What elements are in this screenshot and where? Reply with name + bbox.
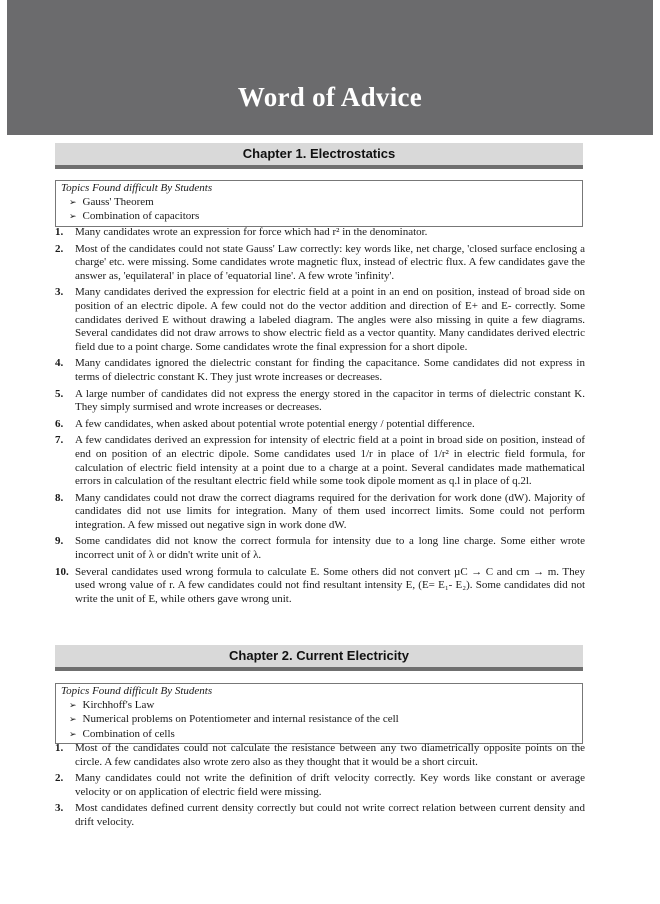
chapter-1-heading: Chapter 1. Electrostatics (55, 143, 583, 169)
topic-item: ➢ Numerical problems on Potentiometer and internal resistance of the cell (61, 713, 578, 728)
list-item: 4. Many candidates ignored the dielectric constant for finding the capacitance. Some candidates did not express in terms of dielectric constant K. They just wrote increases or decreases. (55, 357, 585, 383)
topics-heading: Topics Found difficult By Students (61, 685, 213, 697)
list-item: 10. Several candidates used wrong formula to calculate E. Some others did not convert µC → C and cm → m. They used wrong value of r. A few candidates could not find resultant intensity E, (E= E₁- E₂). Some candidates did not write the unit of E, while others gave wrong unit. (55, 565, 585, 605)
list-item: 2. Many candidates could not write the definition of drift velocity correctly. Key words like constant or average velocity or on application of electric field were missing. (55, 772, 585, 798)
list-item: 5. A large number of candidates did not express the energy stored in the capacitor in terms of dielectric constant K. They simply surmised and wrote increases or decreases. (55, 387, 585, 414)
list-item: 7. A few candidates derived an expression for intensity of electric field at a point in broad side on position, instead of end on position of an electric dipole. Some candidates used 1/r in place of 1/r² in electric field formula, for calculation of electric field intensity at a point due to a charge at a point. Several candidates made mathematical errors in calculation of the resultant electric field while some took dipole moment as q.l in place of q.2l. (55, 434, 585, 488)
list-item: 3. Many candidates derived the expression for electric field at a point in an end on position, instead of broad side on position of an electric dipole. A few could not do the vector addition and direction of E+ and E- correctly. Some candidates derived E without drawing a labeled diagram. The angles were also missing in quite a few diagrams. Several candidates did not draw arrows to show electric field as a vector quantity. Many candidates derived electric field due to a point charge. Some candidates wrote the final expression for a short dipole. (55, 286, 585, 353)
title-banner (7, 0, 653, 135)
topic-item: ➢ Kirchhoff's Law (61, 699, 578, 714)
chapter-2-heading: Chapter 2. Current Electricity (55, 645, 583, 671)
chapter-2-list (55, 742, 585, 833)
list-item: 1. Many candidates wrote an expression for force which had r² in the denominator. (55, 226, 428, 238)
chapter-1-list (55, 226, 585, 609)
topic-item: ➢ Combination of capacitors (61, 210, 578, 225)
list-item: 1. Most of the candidates could not calculate the resistance between any two diametrically opposite points on the circle. A few candidates also wrote zero also as they thought that it would be a short circuit. (55, 742, 585, 768)
topic-item: ➢ Gauss' Theorem (61, 196, 578, 211)
list-item: 2. Most of the candidates could not state Gauss' Law correctly: key words like, net charge, 'closed surface enclosing a charge' etc. were missing. Some candidates wrote magnetic flux, instead of electric flux. A few candidates gave the answer as, 'equilateral' in place of 'equatorial line'. A few wrote 'infinity'. (55, 242, 585, 282)
list-item: 8. Many candidates could not draw the correct diagrams required for the derivation for work done (dW). Majority of candidates did not use limits for integration. Many of them used incorrect limits. Some could not perform integration. A few missed out negative sign in work done dW. (55, 491, 585, 531)
chapter-1-topics-box (55, 180, 583, 227)
page-title: Word of Advice (237, 82, 423, 112)
list-item: 9. Some candidates did not know the correct formula for intensity due to a long line charge. Some either wrote incorrect unit of λ or didn't write unit of λ. (55, 535, 585, 562)
chapter-2-topics-box (55, 683, 583, 744)
list-item: 3. Most candidates defined current density correctly but could not write correct relation between current density and drift velocity. (55, 802, 585, 828)
topics-heading: Topics Found difficult By Students (61, 182, 213, 194)
list-item: 6. A few candidates, when asked about potential wrote potential energy / potential difference. (55, 417, 475, 430)
topic-item: ➢ Combination of cells (61, 728, 578, 743)
